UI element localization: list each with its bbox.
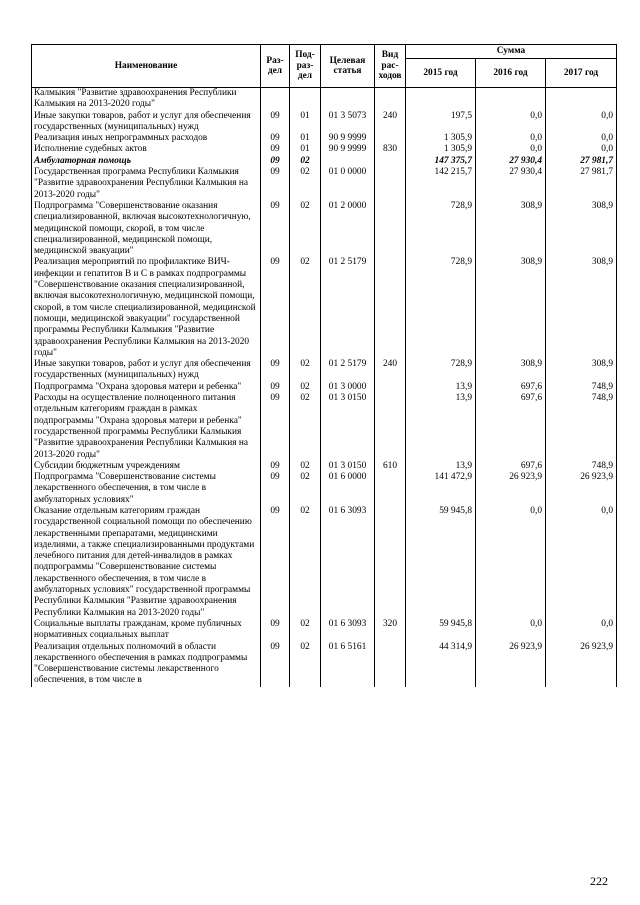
vid-cell: 240: [375, 111, 406, 134]
name-cell: Реализация иных непрограммных расходов: [32, 133, 261, 144]
header-vid: Вид рас- ходов: [375, 45, 406, 88]
sum-2017-cell: 0,0: [546, 619, 617, 642]
sum-2016-cell: 697,6: [476, 393, 546, 461]
razdel-cell: 09: [261, 461, 290, 472]
razdel-cell: 09: [261, 506, 290, 619]
target-cell: 01 6 0000: [321, 472, 375, 506]
target-cell: 01 2 5179: [321, 359, 375, 382]
header-year-2017: 2017 год: [546, 59, 617, 88]
vid-cell: [375, 472, 406, 506]
sum-2015-cell: 147 375,7: [406, 156, 476, 167]
sum-2016-cell: 308,9: [476, 359, 546, 382]
vid-cell: [375, 88, 406, 111]
name-cell: Государственная программа Республики Калмыкия "Развитие здравоохранения Республики Калмыкия на 2013-2020 годы": [32, 167, 261, 201]
target-cell: 01 3 5073: [321, 111, 375, 134]
sum-2015-cell: 13,9: [406, 461, 476, 472]
table-row: [32, 88, 617, 111]
razdel-cell: [261, 88, 290, 111]
target-cell: 01 6 3093: [321, 619, 375, 642]
podrazdel-cell: 02: [290, 257, 321, 359]
table-row: [32, 257, 617, 359]
name-cell: Реализация мероприятий по профилактике ВИЧ-инфекции и гепатитов B и C в рамках подпрограммы "Совершенствование оказания специализированной, включая высокотехнологичную, медицинской помощи, скорой, в том числе специализированной, медицинской помощи, медицинской эвакуации" государственной программы Республики Калмыкия "Развитие здравоохранения Республики Калмыкия на 2013-2020 годы": [32, 257, 261, 359]
sum-2015-cell: 59 945,8: [406, 506, 476, 619]
sum-2017-cell: 748,9: [546, 461, 617, 472]
sum-2015-cell: 44 314,9: [406, 642, 476, 687]
vid-cell: [375, 393, 406, 461]
podrazdel-cell: 02: [290, 156, 321, 167]
vid-cell: 320: [375, 619, 406, 642]
sum-2015-cell: 141 472,9: [406, 472, 476, 506]
table-row: [32, 642, 617, 687]
table-row: [32, 461, 617, 472]
budget-table: [31, 44, 617, 687]
header-podrazdel: Под- раз- дел: [290, 45, 321, 88]
name-cell: Калмыкия "Развитие здравоохранения Республики Калмыкия на 2013-2020 годы": [32, 88, 261, 111]
table-row: [32, 144, 617, 155]
sum-2017-cell: 308,9: [546, 257, 617, 359]
podrazdel-cell: 02: [290, 393, 321, 461]
vid-cell: [375, 642, 406, 687]
header-summa: Сумма: [406, 45, 617, 59]
name-cell: Подпрограмма "Совершенствование системы лекарственного обеспечения, в том числе в амбулаторных условиях": [32, 472, 261, 506]
sum-2017-cell: 748,9: [546, 382, 617, 393]
podrazdel-cell: 02: [290, 506, 321, 619]
vid-cell: [375, 167, 406, 201]
sum-2015-cell: 13,9: [406, 393, 476, 461]
razdel-cell: 09: [261, 472, 290, 506]
sum-2017-cell: [546, 88, 617, 111]
razdel-cell: 09: [261, 359, 290, 382]
podrazdel-cell: 02: [290, 382, 321, 393]
target-cell: 01 2 0000: [321, 201, 375, 257]
sum-2015-cell: 13,9: [406, 382, 476, 393]
sum-2016-cell: 697,6: [476, 461, 546, 472]
sum-2015-cell: 197,5: [406, 111, 476, 134]
vid-cell: 240: [375, 359, 406, 382]
table-row: [32, 167, 617, 201]
page-number: 222: [590, 874, 608, 888]
table-header: [32, 45, 617, 88]
sum-2017-cell: 27 981,7: [546, 156, 617, 167]
sum-2016-cell: 27 930,4: [476, 156, 546, 167]
sum-2015-cell: 1 305,9: [406, 133, 476, 144]
sum-2016-cell: 26 923,9: [476, 472, 546, 506]
podrazdel-cell: 01: [290, 133, 321, 144]
razdel-cell: 09: [261, 619, 290, 642]
razdel-cell: 09: [261, 167, 290, 201]
razdel-cell: 09: [261, 393, 290, 461]
name-cell: Подпрограмма "Охрана здоровья матери и ребенка": [32, 382, 261, 393]
razdel-cell: 09: [261, 201, 290, 257]
header-year-2015: 2015 год: [406, 59, 476, 88]
header-name: Наименование: [32, 45, 261, 88]
name-cell: Оказание отдельным категориям граждан государственной социальной помощи по обеспечению лекарственными препаратами, медицинскими изделиями, а также специализированными продуктами лечебного питания для детей-инвалидов в рамках подпрограммы "Совершенствование системы лекарственного обеспечения, в том числе в амбулаторных условиях" государственной программы Республики Калмыкия "Развитие здравоохранения Республики Калмыкия на 2013-2020 годы": [32, 506, 261, 619]
name-cell: Исполнение судебных актов: [32, 144, 261, 155]
table-row: [32, 506, 617, 619]
name-cell: Социальные выплаты гражданам, кроме публичных нормативных социальных выплат: [32, 619, 261, 642]
name-cell: Иные закупки товаров, работ и услуг для обеспечения государственных (муниципальных) нужд: [32, 111, 261, 134]
sum-2017-cell: 308,9: [546, 359, 617, 382]
name-cell: Реализация отдельных полномочий в области лекарственного обеспечения в рамках подпрограммы "Совершенствование системы лекарственного обеспечения, в том числе в: [32, 642, 261, 687]
sum-2016-cell: [476, 88, 546, 111]
target-cell: 01 6 3093: [321, 506, 375, 619]
sum-2016-cell: 308,9: [476, 201, 546, 257]
sum-2015-cell: 142 215,7: [406, 167, 476, 201]
sum-2016-cell: 27 930,4: [476, 167, 546, 201]
table-row: [32, 472, 617, 506]
sum-2015-cell: 728,9: [406, 257, 476, 359]
name-cell: Иные закупки товаров, работ и услуг для обеспечения государственных (муниципальных) нужд: [32, 359, 261, 382]
name-cell: Амбулаторная помощь: [32, 156, 261, 167]
razdel-cell: 09: [261, 133, 290, 144]
sum-2017-cell: 0,0: [546, 133, 617, 144]
sum-2015-cell: [406, 88, 476, 111]
razdel-cell: 09: [261, 382, 290, 393]
razdel-cell: 09: [261, 642, 290, 687]
sum-2017-cell: 0,0: [546, 111, 617, 134]
sum-2016-cell: 0,0: [476, 506, 546, 619]
sum-2015-cell: 1 305,9: [406, 144, 476, 155]
sum-2017-cell: 748,9: [546, 393, 617, 461]
vid-cell: [375, 506, 406, 619]
sum-2016-cell: 697,6: [476, 382, 546, 393]
podrazdel-cell: 02: [290, 642, 321, 687]
target-cell: 90 9 9999: [321, 133, 375, 144]
sum-2016-cell: 26 923,9: [476, 642, 546, 687]
table-body: [32, 88, 617, 687]
target-cell: 01 3 0000: [321, 382, 375, 393]
sum-2016-cell: 0,0: [476, 619, 546, 642]
header-target: Целевая статья: [321, 45, 375, 88]
vid-cell: [375, 156, 406, 167]
podrazdel-cell: 01: [290, 111, 321, 134]
name-cell: Подпрограмма "Совершенствование оказания специализированной, включая высокотехнологичную, медицинской помощи, скорой, в том числе специализированной, медицинской помощи, медицинской эвакуации": [32, 201, 261, 257]
header-year-2016: 2016 год: [476, 59, 546, 88]
header-razdel: Раз- дел: [261, 45, 290, 88]
table-row: [32, 201, 617, 257]
vid-cell: 830: [375, 144, 406, 155]
podrazdel-cell: [290, 88, 321, 111]
vid-cell: 610: [375, 461, 406, 472]
vid-cell: [375, 133, 406, 144]
sum-2015-cell: 728,9: [406, 201, 476, 257]
target-cell: 01 3 0150: [321, 393, 375, 461]
podrazdel-cell: 02: [290, 201, 321, 257]
table-row: [32, 133, 617, 144]
razdel-cell: 09: [261, 257, 290, 359]
sum-2017-cell: 308,9: [546, 201, 617, 257]
table-row: [32, 382, 617, 393]
sum-2016-cell: 308,9: [476, 257, 546, 359]
sum-2017-cell: 27 981,7: [546, 167, 617, 201]
target-cell: [321, 88, 375, 111]
podrazdel-cell: 02: [290, 167, 321, 201]
podrazdel-cell: 02: [290, 619, 321, 642]
sum-2015-cell: 59 945,8: [406, 619, 476, 642]
target-cell: 90 9 9999: [321, 144, 375, 155]
podrazdel-cell: 02: [290, 472, 321, 506]
table-row: [32, 111, 617, 134]
sum-2016-cell: 0,0: [476, 144, 546, 155]
razdel-cell: 09: [261, 111, 290, 134]
sum-2017-cell: 26 923,9: [546, 642, 617, 687]
target-cell: 01 6 5161: [321, 642, 375, 687]
table-row: [32, 156, 617, 167]
sum-2017-cell: 0,0: [546, 506, 617, 619]
name-cell: Субсидии бюджетным учреждениям: [32, 461, 261, 472]
table-row: [32, 619, 617, 642]
target-cell: 01 3 0150: [321, 461, 375, 472]
razdel-cell: 09: [261, 144, 290, 155]
vid-cell: [375, 201, 406, 257]
sum-2017-cell: 26 923,9: [546, 472, 617, 506]
target-cell: 01 2 5179: [321, 257, 375, 359]
vid-cell: [375, 382, 406, 393]
sum-2016-cell: 0,0: [476, 133, 546, 144]
razdel-cell: 09: [261, 156, 290, 167]
sum-2016-cell: 0,0: [476, 111, 546, 134]
sum-2017-cell: 0,0: [546, 144, 617, 155]
vid-cell: [375, 257, 406, 359]
table-row: [32, 359, 617, 382]
podrazdel-cell: 01: [290, 144, 321, 155]
table-row: [32, 393, 617, 461]
podrazdel-cell: 02: [290, 359, 321, 382]
target-cell: 01 0 0000: [321, 167, 375, 201]
name-cell: Расходы на осуществление полноценного питания отдельным категориям граждан в рамках подпрограммы "Охрана здоровья матери и ребенка" государственной программы Республики Калмыкия "Развитие здравоохранения Республики Калмыкия на 2013-2020 годы": [32, 393, 261, 461]
podrazdel-cell: 02: [290, 461, 321, 472]
target-cell: [321, 156, 375, 167]
sum-2015-cell: 728,9: [406, 359, 476, 382]
